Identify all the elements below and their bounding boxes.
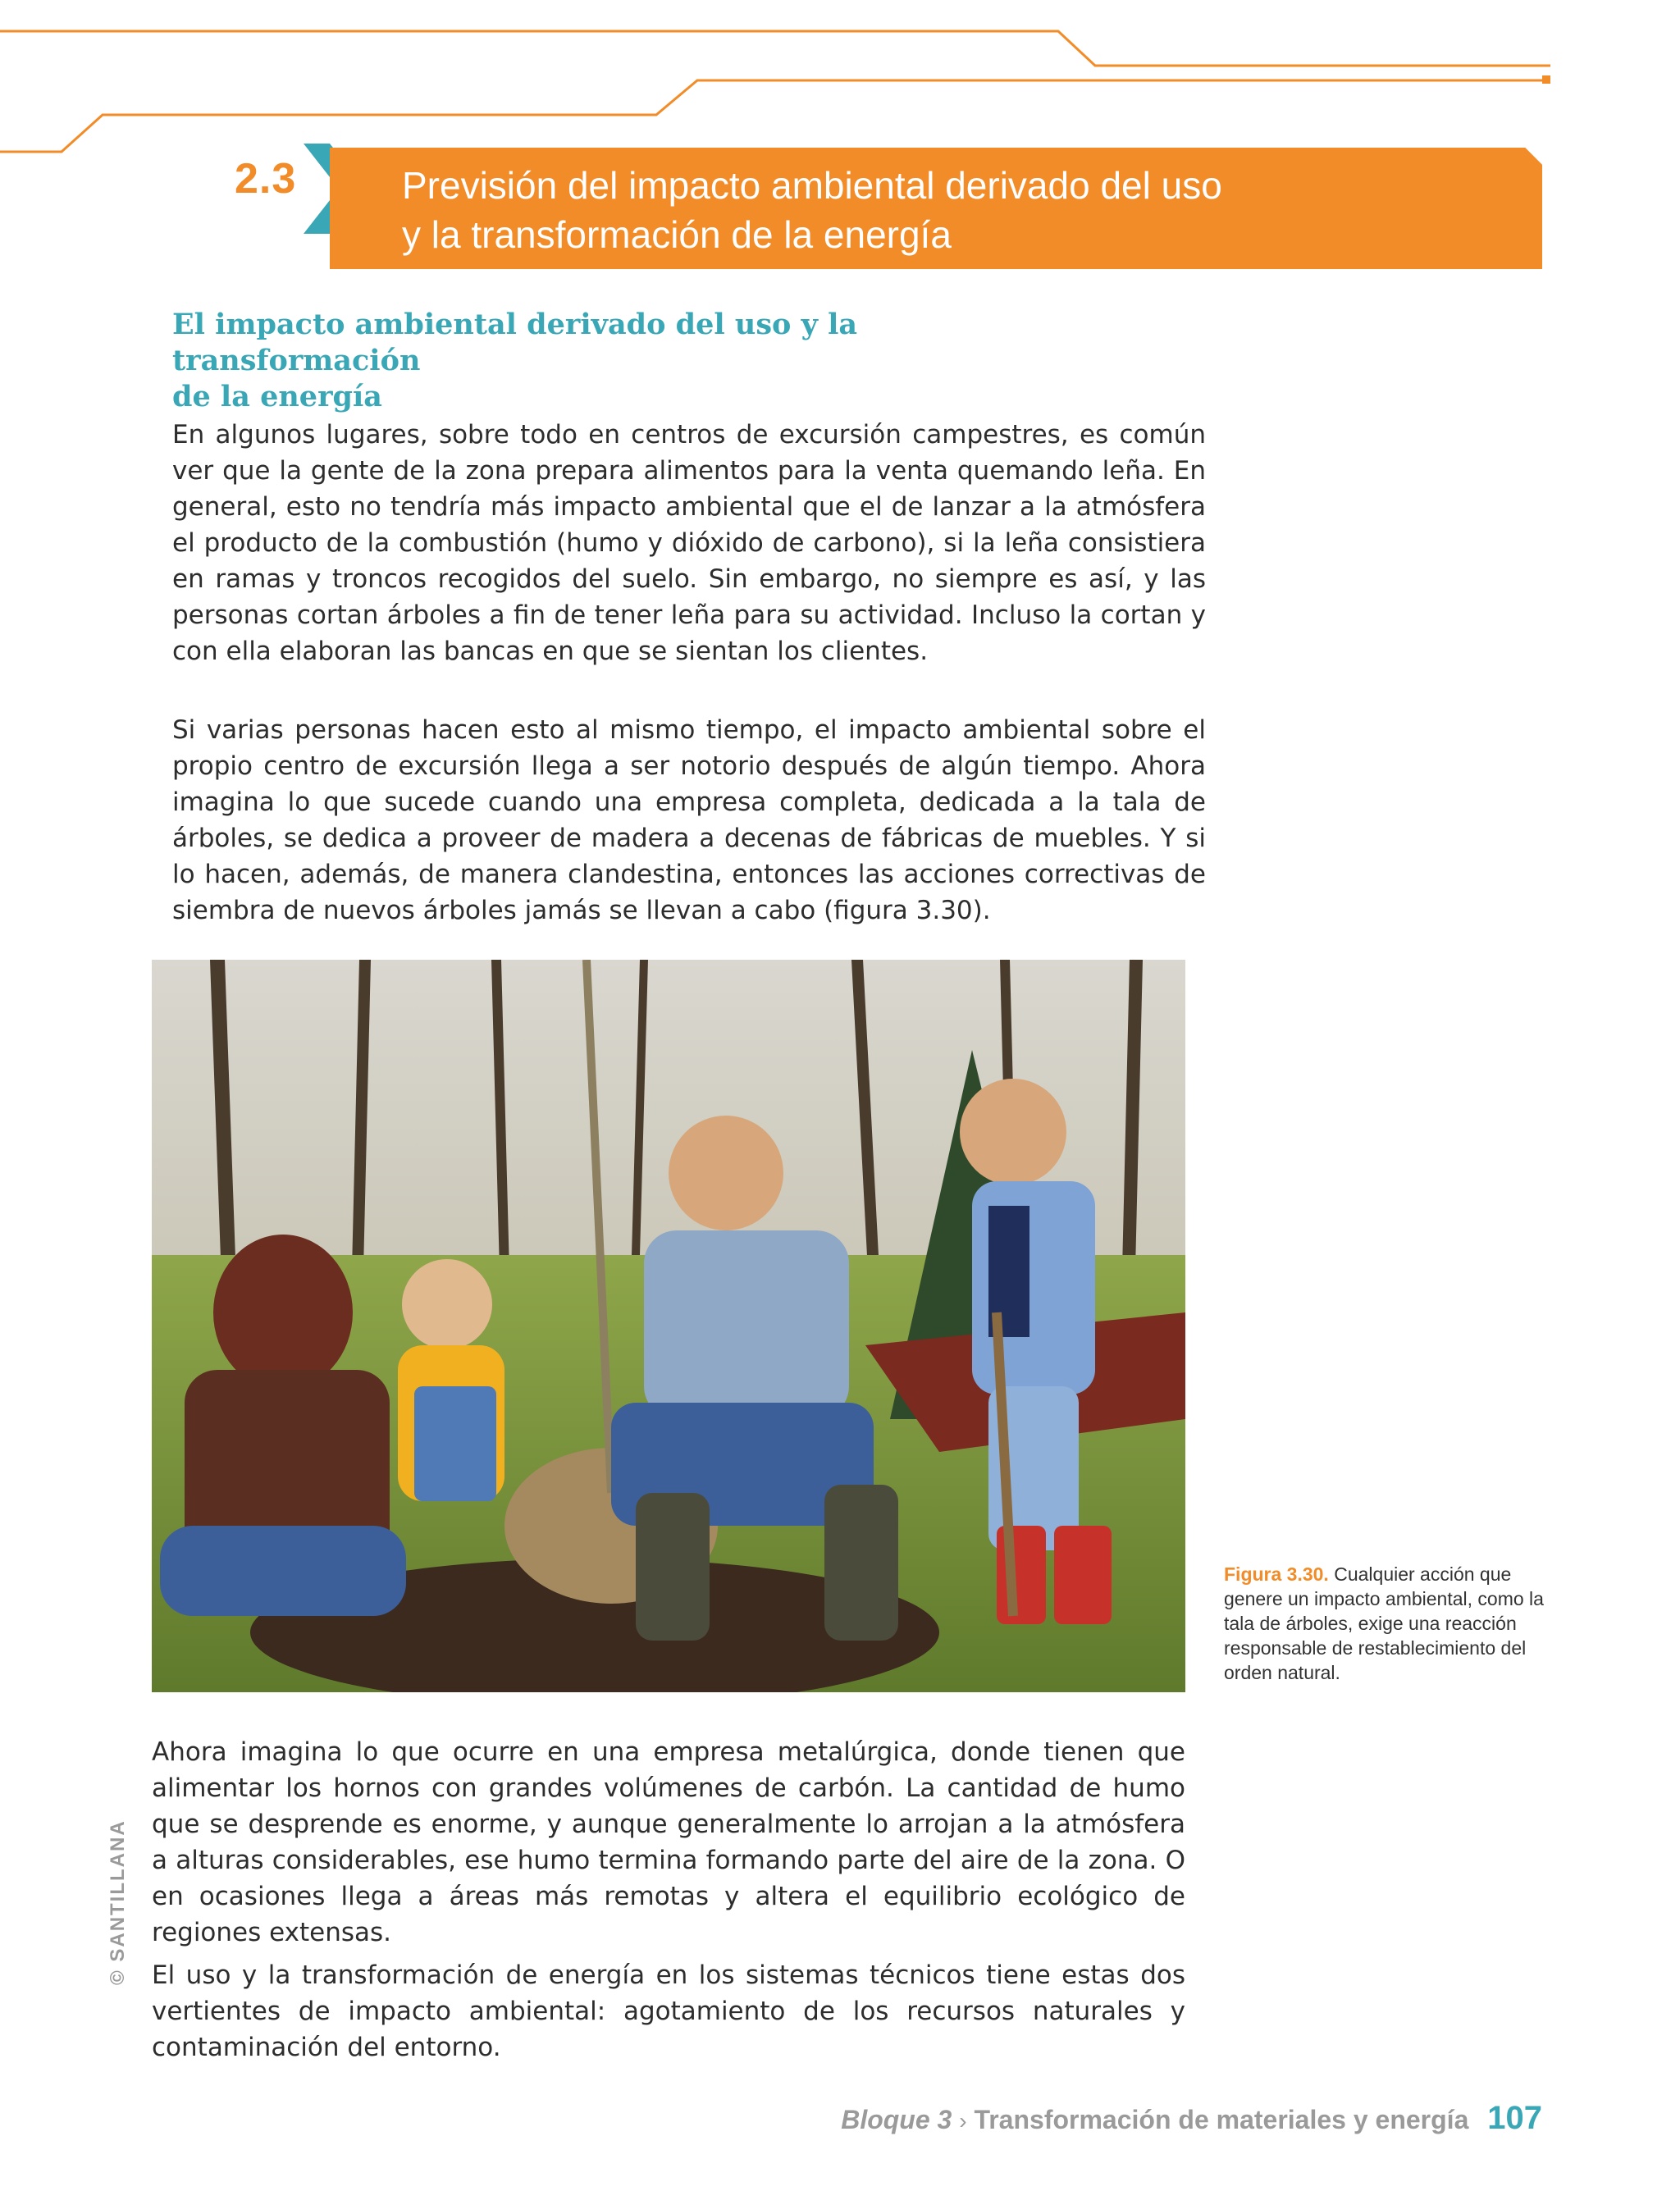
copyright-notice: © SANTILLANA [107, 1819, 129, 1985]
section-title-line1: Previsión del impacto ambiental derivado del uso [402, 164, 1222, 207]
page-number: 107 [1487, 2100, 1542, 2136]
family-planting-tree-image [152, 960, 1185, 1692]
paragraph-3: Ahora imagina lo que ocurre en una empresa metalúrgica, donde tienen que alimentar los hornos con grandes volúmenes de carbón. La cantidad de humo que se desprende es enorme, y aunque generalmente lo arrojan a la atmósfera a alturas considerables, ese humo termina formando parte del aire de la zona. O en ocasiones llega a áreas más remotas y altera el equilibrio ecológico de regiones extensas. [152, 1737, 1185, 1947]
paragraph-4: El uso y la transformación de energía en los sistemas técnicos tiene estas dos vertientes de impacto ambiental: agotamiento de los recursos naturales y contaminación del entorno. [152, 1960, 1185, 2062]
section-number: 2.3 [235, 155, 297, 203]
figure-caption-text: Cualquier acción que genere un impacto ambiental, como la tala de árboles, exige una reacción responsable de restablecimiento del orden natural. [1224, 1563, 1544, 1683]
footer-title: Transformación de materiales y energía [974, 2105, 1469, 2134]
header-decoration-lines [0, 0, 1680, 164]
section-title [402, 161, 1468, 259]
figure-photo [152, 960, 1185, 1692]
section-title-line2: y la transformación de la energía [402, 213, 952, 256]
subheading [172, 307, 1075, 415]
subheading-line2: de la energía [172, 380, 382, 413]
paragraph-1: En algunos lugares, sobre todo en centros de excursión campestres, es común ver que la gente de la zona prepara alimentos para la venta quemando leña. En general, esto no tendría más impacto ambiental que el de lanzar a la atmósfera el producto de la combustión (humo y dióxido de carbono), si la leña consistiera en ramas y troncos recogidos del suelo. Sin embargo, no siempre es así, y las personas cortan árboles a fin de tener leña para su actividad. Incluso la cortan y con ella elaboran las bancas en que se sientan los clientes. [172, 420, 1206, 666]
figure-label: Figura 3.30. [1224, 1563, 1329, 1585]
footer-separator: › [959, 2108, 967, 2134]
page-footer [841, 2100, 1542, 2137]
paragraph-2: Si varias personas hacen esto al mismo tiempo, el impacto ambiental sobre el propio centro de excursión llega a ser notorio después de algún tiempo. Ahora imagina lo que sucede cuando una empresa completa, dedicada a la tala de árboles, se dedica a proveer de madera a decenas de fábricas de muebles. Y si lo hacen, además, de manera clandestina, entonces las acciones correctivas de siembra de nuevos árboles jamás se llevan a cabo (figura 3.30). [172, 715, 1206, 925]
subheading-line1: El impacto ambiental derivado del uso y la transformación [172, 308, 858, 377]
figure-caption [1224, 1562, 1552, 1685]
footer-block: Bloque 3 [841, 2105, 952, 2134]
